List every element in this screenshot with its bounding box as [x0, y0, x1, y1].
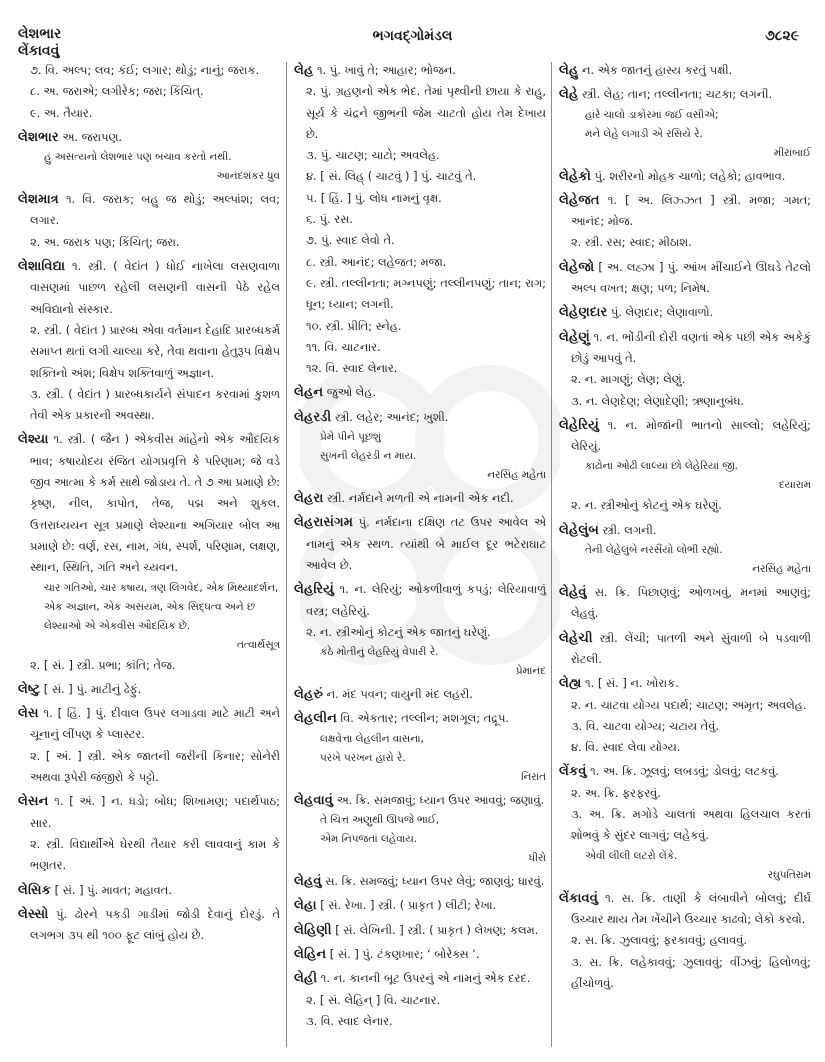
- citation-author: તત્વાર્થસૂત્ર: [236, 638, 280, 651]
- dictionary-entry: [294, 944, 546, 965]
- definition-text: ૨. સ્ત્રી. રસ; સ્વાદ; મીઠાશ.: [571, 235, 692, 250]
- sense-definition: [18, 60, 280, 81]
- definition-text: ૮. અ. જરાએ; લગીરેક; જરા; કિંચિત્.: [30, 84, 204, 99]
- dictionary-entry: [559, 673, 811, 758]
- dictionary-entry: [294, 871, 546, 892]
- headword: લેશાવિદ્યા: [18, 259, 66, 275]
- sense-definition: [18, 834, 280, 877]
- dictionary-entry: [294, 920, 546, 941]
- sense-definition: [294, 273, 546, 316]
- sense-definition: [294, 188, 546, 209]
- definition-text: ૪. [ સં. લિહ્ ( ચાટવું ) ] પું. ચાટવું તે.: [306, 169, 477, 184]
- sense-definition: [18, 232, 280, 253]
- definition-text: ૧. [ હિં. ] પું. દીવાલ ઉપર લગાડવા માટે માટી અને ચૂનાનું લીંપણ કે પ્લાસ્ટર.: [30, 706, 280, 742]
- citation-quote: હું અસત્યનો લેશભાર પણ બચાવ કરતો નથી.: [44, 151, 232, 164]
- headword: લેશ્યા: [18, 432, 49, 448]
- citation-quote: એમ નિપજતાં લહેવાય.: [320, 833, 418, 846]
- definition: [18, 679, 280, 700]
- definition-text: પું. શરીરનો મોહક ચાળો; લહેકો; હાવભાવ.: [594, 168, 786, 183]
- definition-text: ૭. વિ. અલ્પ; લવ; કંઈ; લગાર; થોડું; નાનું; જરાક.: [30, 63, 260, 77]
- definition-text: ૨. [ અં. ] સ્ત્રી. એક જાતની જરીની કિનાર; સોનેરી અથવા રૂપેરી જંજીરો કે પટ્ટો.: [30, 748, 280, 785]
- sense-definition: [294, 316, 546, 337]
- sense-definition: [294, 230, 546, 251]
- dictionary-entry: [18, 880, 280, 901]
- definition-text: ન. મંદ પવન; વાયુની મંદ લહરી.: [326, 687, 473, 702]
- page-header: [0, 0, 825, 60]
- sense-definition: [294, 252, 546, 273]
- headword: લેસ: [18, 706, 39, 722]
- citation-quote: હાંરે ચાલો ડાકોરમાં જઈ વસીએ;: [585, 108, 719, 121]
- dictionary-entry: [18, 256, 280, 426]
- dictionary-entry: [294, 382, 546, 403]
- definition: [294, 790, 546, 811]
- headword: લેહરડી: [294, 409, 332, 425]
- sense-definition: [559, 232, 811, 253]
- definition: [18, 880, 280, 901]
- definition-text: ૭. પું. સ્વાદ લેવો તે.: [306, 233, 395, 248]
- citation-quote: સુખની લેહરડી ન માય.: [320, 450, 417, 463]
- dictionary-entry: [559, 415, 811, 517]
- definition-text: ૨. સ. ક્રિ. ઝુલાવવું; ફરકાવવું; હલાવવું.: [571, 933, 747, 948]
- definition-text: ૯. સ્ત્રી. તલ્લીનતા; મગ્નપણું; તલ્લીનપણું; તાન; રાગ; ધૂન; ધ્યાન; લગની.: [306, 275, 546, 312]
- headword: લેહી: [294, 971, 318, 987]
- citation-quote: લક્ષવેત્તા લેહલીન વાસના,: [320, 732, 424, 745]
- dictionary-entry: [18, 679, 280, 700]
- definition-text: ૨. ન. માગણું; લેણ; લેણું.: [571, 372, 686, 387]
- citation-author: દયારામ: [778, 479, 811, 492]
- definition: [294, 944, 546, 965]
- definition-text: ૧. ન. કાનની બૂટ ઉપરનું એ નામનું એક દરદ.: [320, 971, 531, 986]
- definition-text: સ્ત્રી. લેંચી; પાતળી અને સુંવાળી બે પડવાળી રોટલી.: [571, 630, 811, 666]
- dictionary-entry: [18, 904, 280, 947]
- definition: [559, 520, 811, 541]
- dictionary-entry: [18, 791, 280, 876]
- headword: લેહવું: [294, 874, 322, 890]
- sense-definition: [294, 145, 546, 166]
- definition: [559, 888, 811, 931]
- citation-author: પ્રેમાનંદ: [515, 665, 546, 678]
- headword: લેહેજત: [559, 192, 600, 208]
- sense-definition: [294, 337, 546, 358]
- definition: [294, 684, 546, 705]
- dictionary-entry: [18, 127, 280, 186]
- dictionary-entry: [559, 84, 811, 162]
- definition-text: સ્ત્રી. લેહ; તાન; તલ્લીનતા; ચટકા; લગની.: [581, 87, 773, 102]
- definition-text: ૧. સ્ત્રી. ( વેદાંત ) ધોઈ નાખેલા લસણવાળા વાસણમાં પાછળ રહેલી લસણની વાસની પેઠે રહેલ અવિદ્યાનો સંસ્કાર.: [30, 259, 280, 316]
- column-3: [559, 60, 811, 997]
- last-guide-word: લેંકાવવું: [18, 43, 60, 59]
- definition-text: સ. ક્રિ. સમજવું; ધ્યાન ઉપર લેવું; જાણવું; ધારવું.: [325, 874, 545, 889]
- definition-text: પું. નર્મદાના દક્ષિણ તટ ઉપર આવેલ એ નામનું એક સ્થળ. ત્યાંથી બે માઈલ દૂર ભટેરાઘાટ આવેલ છે.: [306, 515, 546, 572]
- citation-author: નરસિંહ મહેતા: [487, 469, 546, 482]
- definition-text: ૩. વિ. ચાટવા યોગ્ય; ચટાય તેવું.: [571, 718, 719, 733]
- sense-definition: [18, 384, 280, 427]
- definition-text: વિ. એકતાર; તલ્લીન; મશગૂલ; તદ્રૂપ.: [340, 711, 510, 726]
- sense-definition: [294, 622, 546, 643]
- definition-text: ૨. [ સં. ] સ્ત્રી. પ્રભા; કાંતિ; તેજ.: [30, 657, 176, 672]
- headword: લેંકાવવું: [559, 890, 598, 906]
- definition: [559, 302, 811, 323]
- definition-text: ૧. પું. ખાવું તે; આહાર; ભોજન.: [316, 63, 456, 77]
- definition-text: ૧. [ અં. ] ન. ધડો; બોધ; શિખામણ; પદાર્થપાઠ; સાર.: [30, 794, 280, 830]
- definition-text: ૬. પું. રસ.: [306, 212, 353, 227]
- definition-text: ૪. વિ. સ્વાદ લેવા યોગ્ય.: [571, 740, 681, 755]
- headword: લેસન: [18, 794, 49, 810]
- dictionary-entry: [559, 888, 811, 994]
- sense-definition: [294, 81, 546, 145]
- sense-definition: [559, 369, 811, 390]
- citation-quote: તેની લેહેલુંબે નરસૈંયો લોભી રહ્યો.: [585, 544, 723, 557]
- definition: [559, 257, 811, 300]
- definition-text: અ. ક્રિ. સમજાવું; ધ્યાન ઉપર આવવું; જણાવું.: [336, 792, 545, 807]
- definition: [294, 871, 546, 892]
- headword: લેસ્સો: [18, 906, 49, 922]
- page-number: ૭૮૨૯: [765, 28, 799, 44]
- definition-text: ન. એક જાતનું હાસ્ય કરતું પક્ષી.: [581, 63, 733, 77]
- definition-text: ૧૨. વિ. સ્વાદ લેનાર.: [306, 361, 398, 376]
- dictionary-entry: [559, 327, 811, 412]
- definition-text: ૩. સ્ત્રી. ( વેદાંત ) પ્રારબ્ધકાર્યને સંપાદન કરવામાં કુશળ તેવી એક પ્રકારની અવસ્થા.: [30, 386, 280, 423]
- citation-quote: કંઠે મોતીનું લેહરિયું વેપારી રે.: [320, 646, 439, 659]
- headword: લેહન: [294, 385, 324, 401]
- definition-text: ૨. અ. ક્રિ. ફરફરવું.: [571, 785, 661, 800]
- definition: [294, 512, 546, 576]
- citation-quote: ચાર ગતિઓ, ચાર કષાય, ત્રણ લિંગવેદ, એક મિથ્યાદર્શન, એક અજ્ઞાન, એક અસંયમ, એક સિદ્ધત્વ અને છ લેશ્યાઓ એ એકવીસ ઔદયિક છે.: [44, 581, 279, 632]
- sense-definition: [294, 209, 546, 230]
- sense-definition: [294, 166, 546, 187]
- sense-definition: [559, 783, 811, 804]
- definition-text: પું. ઢોરને પકડી ગાડીમાં જોડી દેવાનું દોરડું. તે લગભગ ૩૫ થી ૧૦૦ ફૂટ લાંબું હોય છે.: [30, 906, 281, 943]
- headword: લેહિન: [294, 946, 327, 962]
- citation-quote: એવી લીલી લટરો લેંકે.: [585, 849, 678, 862]
- definition-text: ૨. ન. સ્ત્રીઓનું કોટનું એક જાતનું ઘરેણું.: [306, 624, 491, 639]
- definition: [18, 256, 280, 320]
- definition-text: સ્ત્રી. લગની.: [602, 522, 657, 537]
- definition-text: ૨. અ. જરાક પણ; કિંચિત્; જરા.: [30, 234, 180, 249]
- dictionary-entry: [18, 429, 280, 675]
- definition-text: સ્ત્રી. લહેર; આનંદ; ખુશી.: [334, 409, 449, 424]
- sense-definition: [559, 695, 811, 716]
- definition: [18, 429, 280, 578]
- citation-quote: મને લેહે લગાડી એ રસિયે રે.: [585, 127, 703, 140]
- dictionary-entry: [559, 166, 811, 187]
- dictionary-entry: [294, 60, 546, 379]
- headword: લેહેરિયું: [559, 417, 599, 433]
- citation-quote: કાઢોનાં ઓઢી લાલ્યાં છો લેહેરિયાં જી.: [585, 460, 738, 473]
- definition: [294, 968, 546, 989]
- definition-text: ૩. અ. ક્રિ. મગોડે ચાલતાં અથવા હિલચાલ કરતાં શોભવું કે સુંદર લાગવું; લહેકવું.: [571, 807, 811, 843]
- sense-definition: [559, 952, 811, 995]
- dictionary-entry: [559, 761, 811, 884]
- column-2: [294, 60, 546, 1035]
- definition: [559, 761, 811, 782]
- definition-text: [ અ. લહ્ઝા ] પું. આંખ મીંચાઈને ઊઘડે તેટલો અલ્પ વખત; ક્ષણ; પળ; નિમેષ.: [571, 259, 812, 296]
- dictionary-entry: [294, 488, 546, 509]
- definition-text: ૩. પું. ચાટણ; ચાટો; અવલેહ.: [306, 148, 440, 163]
- definition-text: ૨. સ્ત્રી. ( વેદાંત ) પ્રારબ્ધ એવા વર્તમાન દેહાદિ પ્રારબ્ધકર્મ સમાપ્ત થતાં લગી ચાલ્યા કરે, તેવા થવાના હેતુરૂપ વિક્ષેપ શક્તિનો અંશ; વિક્ષેપ શક્તિવાળું અજ્ઞાન.: [30, 322, 280, 380]
- citation-author: આનંદશંકર ધ્રુવ: [216, 170, 280, 183]
- definition: [559, 190, 811, 233]
- headword: લેહા: [294, 898, 317, 914]
- sense-definition: [18, 655, 280, 676]
- definition: [18, 791, 280, 834]
- sense-definition: [18, 103, 280, 124]
- citation-author: ધીરો: [528, 852, 546, 865]
- definition-text: ૨. સ્ત્રી. વિદ્યાર્થીએ ઘેરથી તૈયાર કરી લાવવાનું કામ કે ભણતર.: [30, 836, 280, 873]
- definition-text: ૯. અ. તૈયાર.: [30, 105, 93, 120]
- definition-text: ૧. ન. મોજાંની ભાતનો સાલ્લો; લહેરિયું; લેરિયું.: [571, 417, 811, 454]
- headword: લેહેવું: [559, 585, 587, 601]
- headword: લેહેકો: [559, 168, 591, 184]
- citation-author: રઘુપતિરામ: [767, 868, 811, 881]
- dictionary-entry: [294, 968, 546, 1032]
- dictionary-entry: [294, 579, 546, 681]
- definition-text: સ. ક્રિ. પિછાણવું; ઓળખવું, મનમાં આણવું; લેહવું.: [571, 585, 811, 621]
- dictionary-entry: [18, 189, 280, 253]
- sense-definition: [294, 358, 546, 379]
- definition: [559, 84, 811, 105]
- sense-definition: [18, 320, 280, 384]
- definition: [18, 703, 280, 746]
- definition: [18, 904, 280, 947]
- definition: [294, 895, 546, 916]
- definition-text: ૩. ન. લેણદેણ; લેણાદેણી; ઋણાનુબંધ.: [571, 393, 745, 408]
- definition-text: ૧. [ સં. ] ન. ખોરાક.: [585, 676, 679, 691]
- headword: લેહ્ય: [559, 676, 582, 692]
- definition-text: ૧૦. સ્ત્રી. પ્રીતિ; સ્નેહ.: [306, 318, 402, 333]
- sense-definition: [18, 746, 280, 789]
- column-divider: [286, 62, 287, 1047]
- headword: લેહરિયું: [294, 582, 334, 598]
- definition: [294, 407, 546, 428]
- headword: લેશભાર: [18, 129, 59, 145]
- headword: લેહરું: [294, 687, 324, 703]
- sense-definition: [559, 495, 811, 516]
- definition-text: ૧. સ. ક્રિ. તાણી કે લંબાવીને બોલવું; દીર્ઘ ઉચ્ચાર થાય તેમ ખેંચીને ઉચ્ચાર કાઢવો; લેકો કરવો.: [571, 890, 811, 926]
- definition-text: ૧. અ. ક્રિ. ઝૂલવું; લબડવું; ડોલવું; લટકવું.: [590, 764, 779, 779]
- headword: લેહેજો: [559, 259, 595, 275]
- dictionary-entry: [559, 520, 811, 579]
- definition: [559, 415, 811, 458]
- definition-text: ૩. વિ. સ્વાદ લેનાર.: [306, 1013, 393, 1028]
- column-divider: [551, 62, 552, 1047]
- definition: [559, 628, 811, 671]
- dictionary-entry: [18, 60, 280, 124]
- definition: [294, 708, 546, 729]
- citation-author: મીરાંબાઈ: [773, 146, 811, 159]
- definition-text: જુઓ લેહ.: [326, 385, 377, 400]
- definition-text: ૫. [ હિં. ] પું. લોધ નામનું વૃક્ષ.: [306, 190, 442, 205]
- dictionary-entry: [559, 257, 811, 300]
- definition-text: [ સં. લેખિની. ] સ્ત્રી. ( પ્રાકૃત ) લેખણ; કલમ.: [335, 922, 539, 937]
- headword: લેશમાત્ર: [18, 192, 59, 208]
- definition-text: ૧. વિ. જરાક; બહુ જ થોડું; અલ્પાંશ; લવ; લગાર.: [30, 192, 280, 228]
- dictionary-entry: [559, 60, 811, 81]
- headword: લેહે: [559, 87, 579, 103]
- definition-text: [ સં. રેખા. ] સ્ત્રી. ( પ્રાકૃત ) લીટી; રેખા.: [320, 898, 497, 913]
- definition-text: પું. લેણદાર; લેણાવાળો.: [610, 305, 714, 320]
- headword: લેહલીન: [294, 711, 337, 727]
- definition-text: ૨. પું. ગ્રહણનો એક ભેદ. તેમાં પૃથ્વીની છાયા કે રાહુ, સૂર્ય કે ચંદ્રને જીભની જેમ ચાટતો હોય તેમ દેખાય છે.: [306, 84, 546, 141]
- headword: લેહેણદાર: [559, 305, 608, 321]
- headword: લેહ: [294, 63, 314, 78]
- definition: [18, 127, 280, 148]
- first-guide-word: લેશભાર: [18, 26, 62, 42]
- citation-quote: તે ચિત્ત અણુથી ઊપજે ભાઈ,: [320, 814, 440, 827]
- citation-author: નિરાંત: [521, 770, 546, 783]
- dictionary-entry: [294, 895, 546, 916]
- dictionary-entry: [18, 703, 280, 788]
- headword: લેંકવું: [559, 764, 587, 780]
- sense-definition: [294, 990, 546, 1011]
- definition-text: ૧. ન. લેરિયું; ઓકળીવાળું કપડું; લેરિયાવાળું વસ્ત્ર; લહેરિયું.: [306, 582, 546, 618]
- definition-text: [ સં. ] પું. ટંકણખાર; ‘ બોરેક્સ ’.: [329, 946, 480, 961]
- definition-text: ૧. [ અ. લિઝ્ઝત ] સ્ત્રી. મજા; ગમત; આનંદ; મોજ.: [571, 192, 811, 229]
- sense-definition: [559, 930, 811, 951]
- headword: લેહરાસંગમ: [294, 515, 354, 531]
- definition: [18, 189, 280, 232]
- headword: લેહુ: [559, 63, 579, 78]
- definition: [294, 60, 546, 81]
- sense-definition: [559, 716, 811, 737]
- dictionary-entry: [559, 190, 811, 254]
- definition-text: [ સં. ] પું. માટીનું ઢેફું.: [43, 681, 142, 696]
- definition-text: ૨. [ સં. લેહિન્ ] વિ. ચાટનાર.: [306, 992, 441, 1007]
- definition: [294, 579, 546, 622]
- dictionary-entry: [294, 708, 546, 786]
- definition-text: ૧. સ્ત્રી. ( જૈન ) એકવીસ માંહેનો એક ઔદયિક ભાવ; કષાયોદય રંજિત યોગપ્રવૃત્તિ કે પરિણામ; જે વડે જીવ આત્મા કે કર્મ સાથે જોડાય તે. તે ૭ આ પ્રમાણે છે: કૃષ્ણ, નીલ, કાપોત, તેજ, પદ્મ અને શુકલ. ઉત્તરાધ્યયન સૂત્ર પ્રમાણે લેશ્યાના અગિયાર બોલ આ પ્રમાણે છે: વર્ણ, રસ, નામ, ગંધ, સ્પર્શ, પરિણામ, લક્ષણ, સ્થાન, સ્થિતિ, ગતિ અને ચ્યવન.: [30, 432, 280, 575]
- definition-text: ૨. ન. સ્ત્રીઓનું કોટનું એક ઘરેણું.: [571, 498, 722, 513]
- citation-quote: પ્રેમે પીને પૂછશું: [320, 431, 381, 444]
- citation-author: નરસિંહ મહેતા: [752, 563, 811, 576]
- definition: [559, 166, 811, 187]
- definition: [294, 488, 546, 509]
- definition: [559, 60, 811, 81]
- definition-text: ૧. ન. ભોંડીની દોરી વણતાં એક પછી એક અકેકું છોડું આપવું તે.: [571, 329, 812, 365]
- definition-text: સ્ત્રી. નર્મદાને મળતી એ નામની એક નદી.: [327, 491, 514, 506]
- book-title: ભગવદ્ગોમંડલ: [372, 28, 453, 44]
- definition: [294, 382, 546, 403]
- headword: લેષ્ટુ: [18, 681, 41, 697]
- headword: લેસિક: [18, 882, 51, 898]
- sense-definition: [559, 391, 811, 412]
- definition-text: ૮. સ્ત્રી. આનંદ; લહેજત; મજા.: [306, 254, 447, 269]
- citation-quote: પરખે પરખન હારો રે.: [320, 751, 406, 764]
- sense-definition: [559, 804, 811, 847]
- sense-definition: [559, 737, 811, 758]
- headword: લેહેચી: [559, 630, 593, 646]
- definition-text: ૧૧. વિ. ચાટનાર.: [306, 339, 381, 354]
- dictionary-entry: [294, 684, 546, 705]
- headword: લેહવાવું: [294, 792, 334, 808]
- column-1: [18, 60, 280, 949]
- definition: [559, 582, 811, 625]
- sense-definition: [18, 81, 280, 102]
- headword: લેહરા: [294, 491, 324, 507]
- definition: [559, 673, 811, 694]
- headword: લેહેણું: [559, 329, 590, 345]
- dictionary-entry: [294, 790, 546, 868]
- dictionary-entry: [559, 628, 811, 671]
- definition-text: [ સં. ] પું. માવત; મહાવત.: [54, 882, 172, 897]
- headword: લેહેલુંબ: [559, 522, 599, 538]
- definition: [559, 327, 811, 370]
- dictionary-entry: [559, 302, 811, 323]
- definition-text: અ. જરાપણ.: [62, 129, 123, 144]
- sense-definition: [294, 1011, 546, 1032]
- dictionary-entry: [294, 407, 546, 485]
- dictionary-entry: [294, 512, 546, 576]
- dictionary-entry: [559, 582, 811, 625]
- definition: [294, 920, 546, 941]
- headword: લેહિણી: [294, 922, 332, 938]
- definition-text: ૨. ન. ચાટવા યોગ્ય પદાર્થ; ચાટણ; અમૃત; અવલેહ.: [571, 697, 807, 712]
- definition-text: ૩. સ. ક્રિ. લહેકાવવું; ઝુલાવવું; વીંઝવું; હિલોળવું; હીંચોળવું.: [571, 954, 811, 990]
